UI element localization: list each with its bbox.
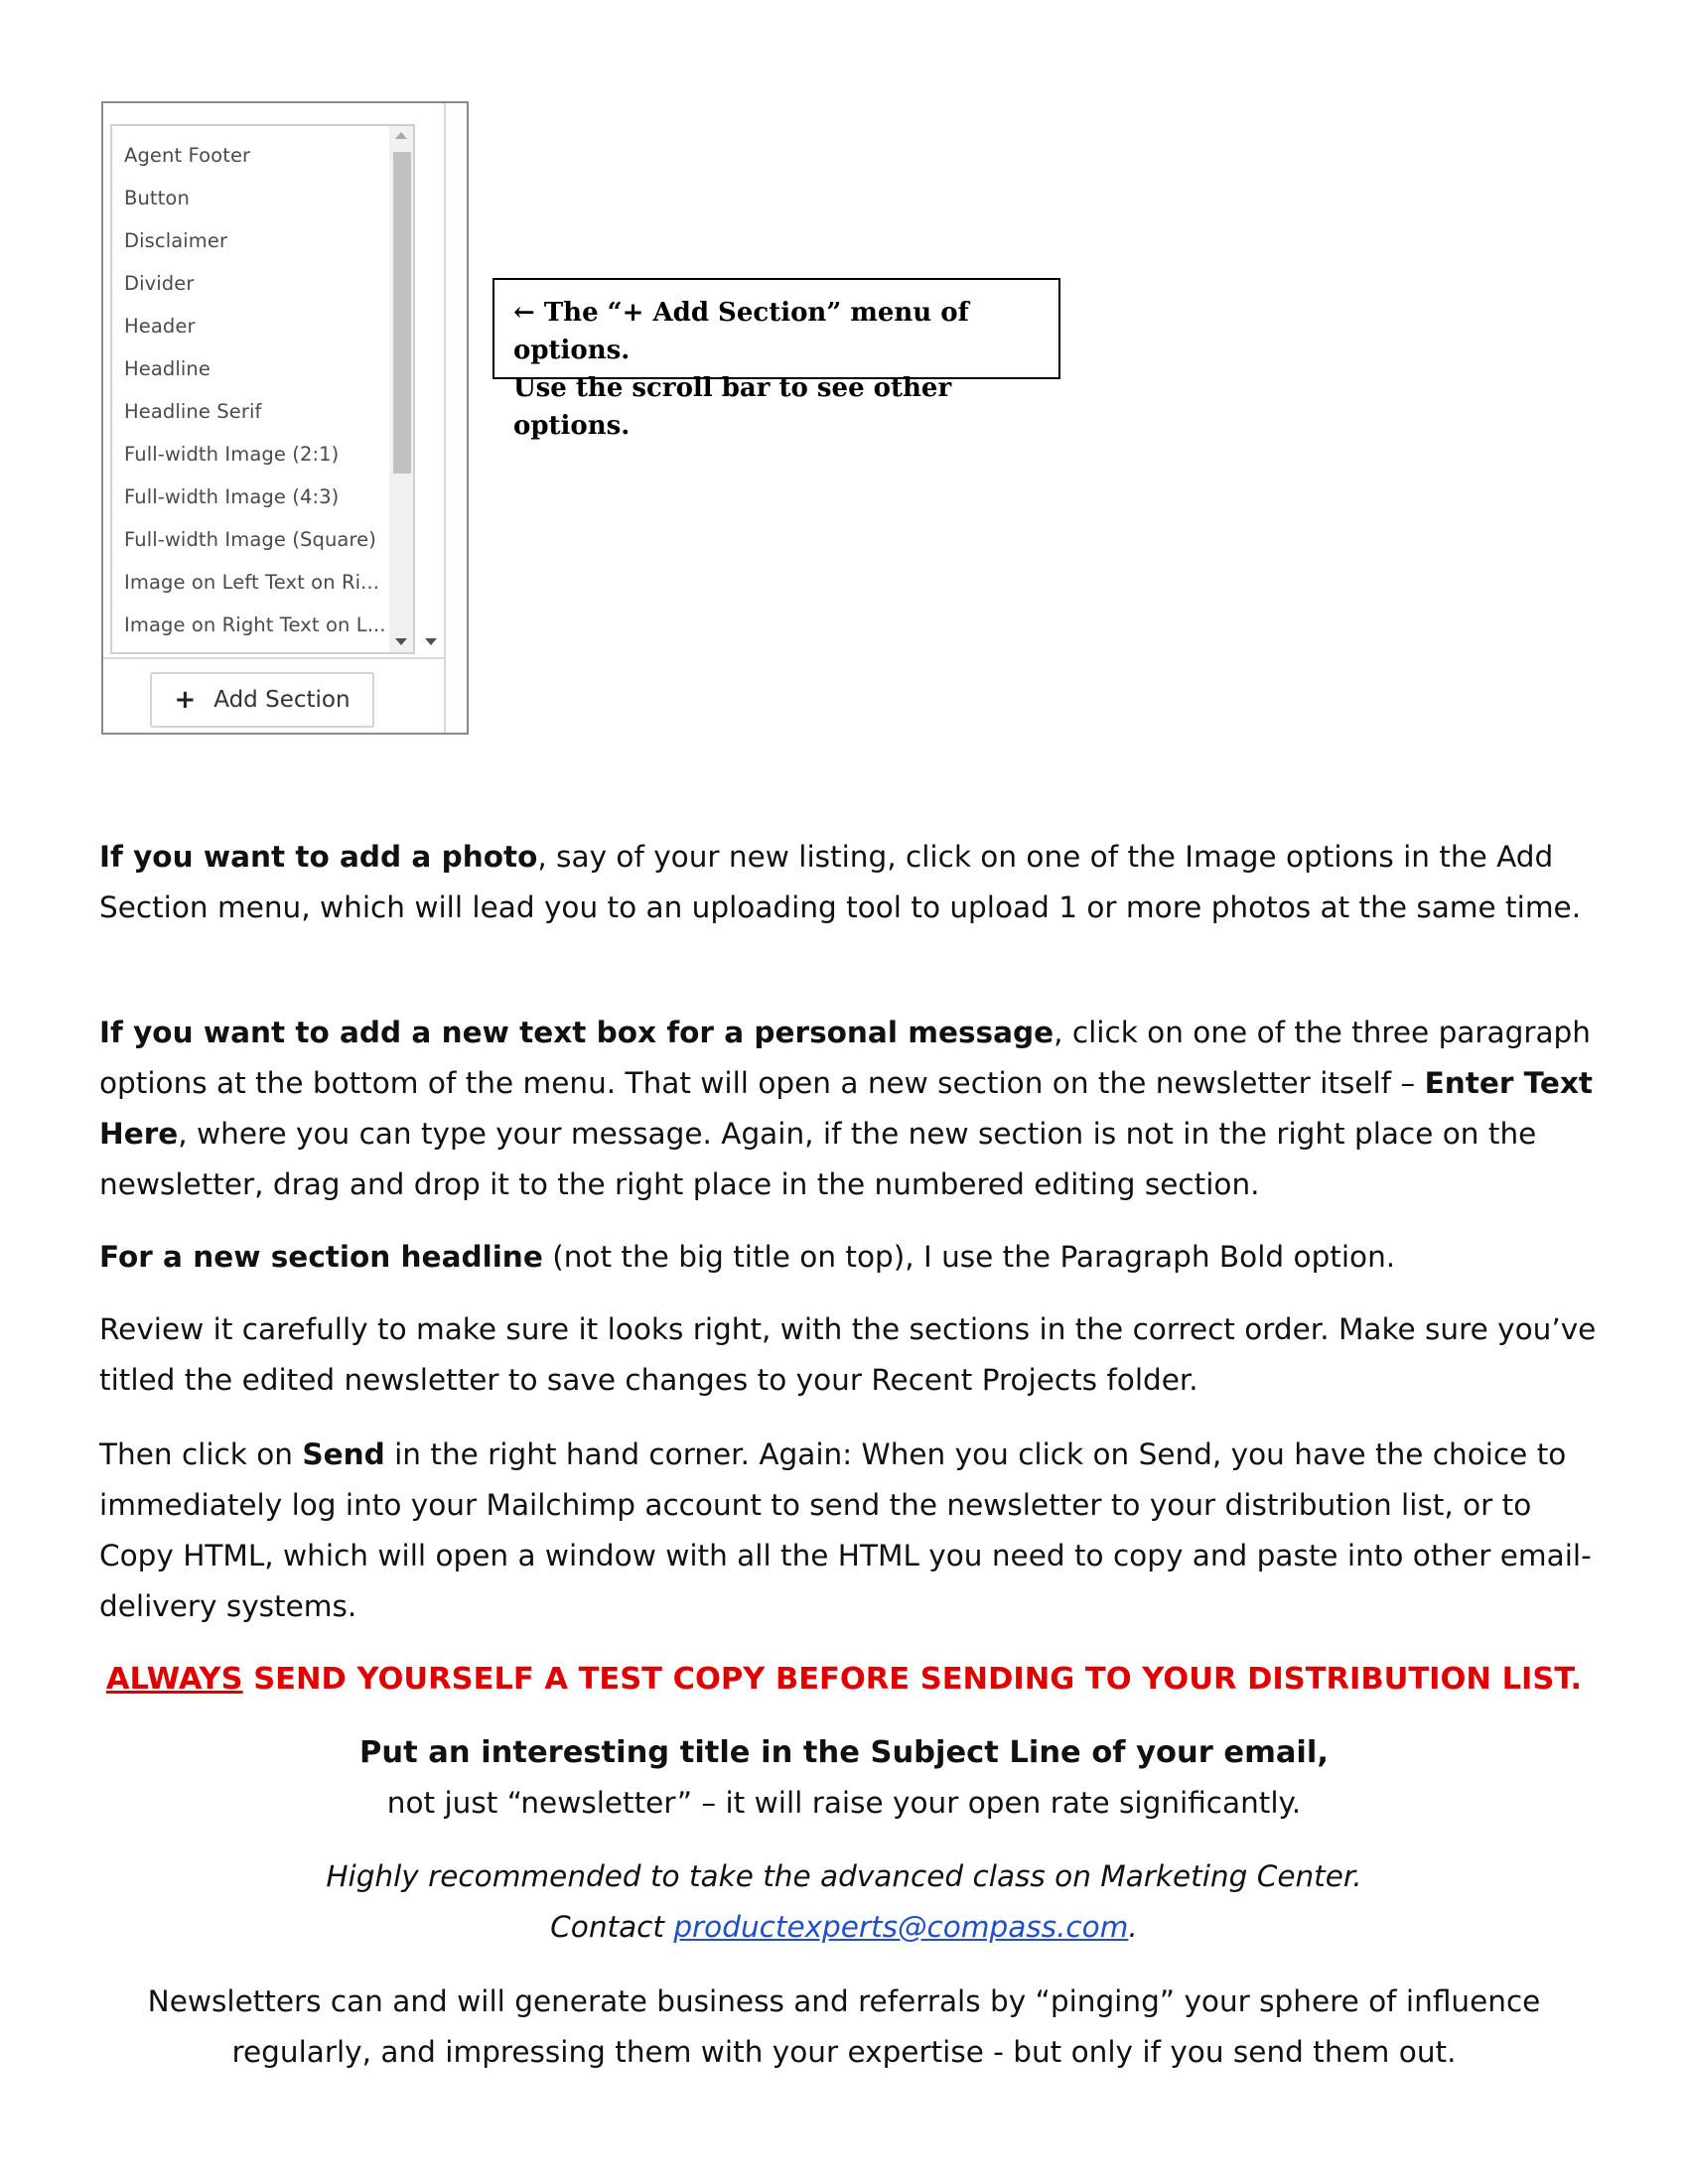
- add-section-button[interactable]: [150, 672, 374, 728]
- plus-icon: +: [174, 685, 197, 715]
- subject-line-tip: [89, 1727, 1599, 1829]
- add-section-label: Add Section: [213, 687, 351, 713]
- menu-item-full-width-image-2-1[interactable]: Full-width Image (2:1): [124, 443, 340, 466]
- menu-item-full-width-image-square[interactable]: Full-width Image (Square): [124, 528, 376, 551]
- bold-inline: Send: [302, 1437, 385, 1471]
- paragraph-text: (not the big title on top), I use the Paragraph Bold option.: [542, 1240, 1396, 1274]
- menu-item-disclaimer[interactable]: Disclaimer: [124, 229, 228, 252]
- closing-line-2: regularly, and impressing them with your expertise - but only if you send them out.: [231, 2035, 1457, 2069]
- subject-tip-line-2: not just “newsletter” – it will raise your open rate significantly.: [386, 1786, 1302, 1820]
- menu-item-agent-footer[interactable]: Agent Footer: [124, 144, 251, 167]
- paragraph-review: [99, 1304, 1609, 1406]
- bold-lead: For a new section headline: [99, 1240, 543, 1274]
- menu-item-image-right-text-left[interactable]: Image on Right Text on L...: [124, 614, 386, 636]
- bold-inline: Enter Text Here: [99, 1066, 1593, 1151]
- paragraph-text: , click on one of the three paragraph options at the bottom of the menu. That will open a new section on the newsletter itself –: [99, 1016, 1591, 1100]
- paragraph-send: [99, 1430, 1609, 1632]
- recommendation-line-1: Highly recommended to take the advanced class on Marketing Center.: [326, 1859, 1362, 1893]
- section-options-list[interactable]: [110, 124, 415, 654]
- panel-scroll-down-arrow-icon[interactable]: [425, 638, 437, 645]
- paragraph-text: , where you can type your message. Again, if the new section is not in the right place on the newsletter, drag and drop it to the right place in the numbered editing section.: [99, 1117, 1537, 1201]
- paragraph-add-text-box: [99, 1008, 1609, 1210]
- contact-line: [89, 1902, 1599, 1953]
- bold-lead: If you want to add a photo: [99, 840, 538, 874]
- subject-tip-bold: Put an interesting title in the Subject Line of your email,: [359, 1735, 1329, 1770]
- closing-line-1: Newsletters can and will generate business and referrals by “pinging” your sphere of influence: [147, 1984, 1541, 2018]
- closing-note: [89, 1977, 1599, 2078]
- contact-label: Contact: [550, 1910, 674, 1944]
- menu-item-header[interactable]: Header: [124, 315, 196, 338]
- paragraph-add-photo: [99, 832, 1609, 933]
- callout-box: [492, 278, 1060, 441]
- paragraph-text: Review it carefully to make sure it looks right, with the sections in the correct order. Make sure you’ve titled the edited newsletter to save changes to your Recent Projects folder.: [99, 1312, 1597, 1397]
- contact-end: .: [1128, 1910, 1138, 1944]
- callout-line-1: ← The “+ Add Section” menu of options.: [513, 298, 969, 365]
- bold-lead: If you want to add a new text box for a personal message: [99, 1016, 1055, 1049]
- paragraph-section-headline: [99, 1232, 1609, 1283]
- menu-item-headline-serif[interactable]: Headline Serif: [124, 400, 262, 423]
- recommendation: [89, 1851, 1599, 1953]
- menu-item-headline[interactable]: Headline: [124, 357, 211, 380]
- test-copy-warning: [89, 1654, 1599, 1705]
- warning-emphasis: ALWAYS: [105, 1662, 243, 1697]
- menu-item-full-width-image-4-3[interactable]: Full-width Image (4:3): [124, 485, 340, 508]
- menu-divider: [103, 657, 444, 659]
- scroll-down-arrow-icon[interactable]: [395, 638, 407, 645]
- menu-item-button[interactable]: Button: [124, 187, 190, 209]
- paragraph-text: in the right hand corner. Again: When you click on Send, you have the choice to immediately log into your Mailchimp account to send the newsletter to your distribution list, or to Copy HTML, which will open a window with all the HTML you need to copy and paste into other email-delivery systems.: [99, 1437, 1592, 1623]
- menu-item-divider[interactable]: Divider: [124, 272, 195, 295]
- email-link[interactable]: productexperts@compass.com: [673, 1910, 1129, 1944]
- paragraph-text: , say of your new listing, click on one of the Image options in the Add Section menu, which will lead you to an uploading tool to upload 1 or more photos at the same time.: [99, 840, 1582, 924]
- panel-edge: [444, 103, 446, 733]
- scroll-up-arrow-icon[interactable]: [395, 132, 407, 139]
- menu-item-image-left-text-right[interactable]: Image on Left Text on Ri...: [124, 571, 380, 594]
- warning-text: SEND YOURSELF A TEST COPY BEFORE SENDING TO YOUR DISTRIBUTION LIST.: [242, 1662, 1583, 1697]
- scrollbar-thumb[interactable]: [393, 152, 411, 474]
- paragraph-text: Then click on: [99, 1437, 303, 1471]
- callout-line-2: Use the scroll bar to see other options.: [513, 373, 952, 441]
